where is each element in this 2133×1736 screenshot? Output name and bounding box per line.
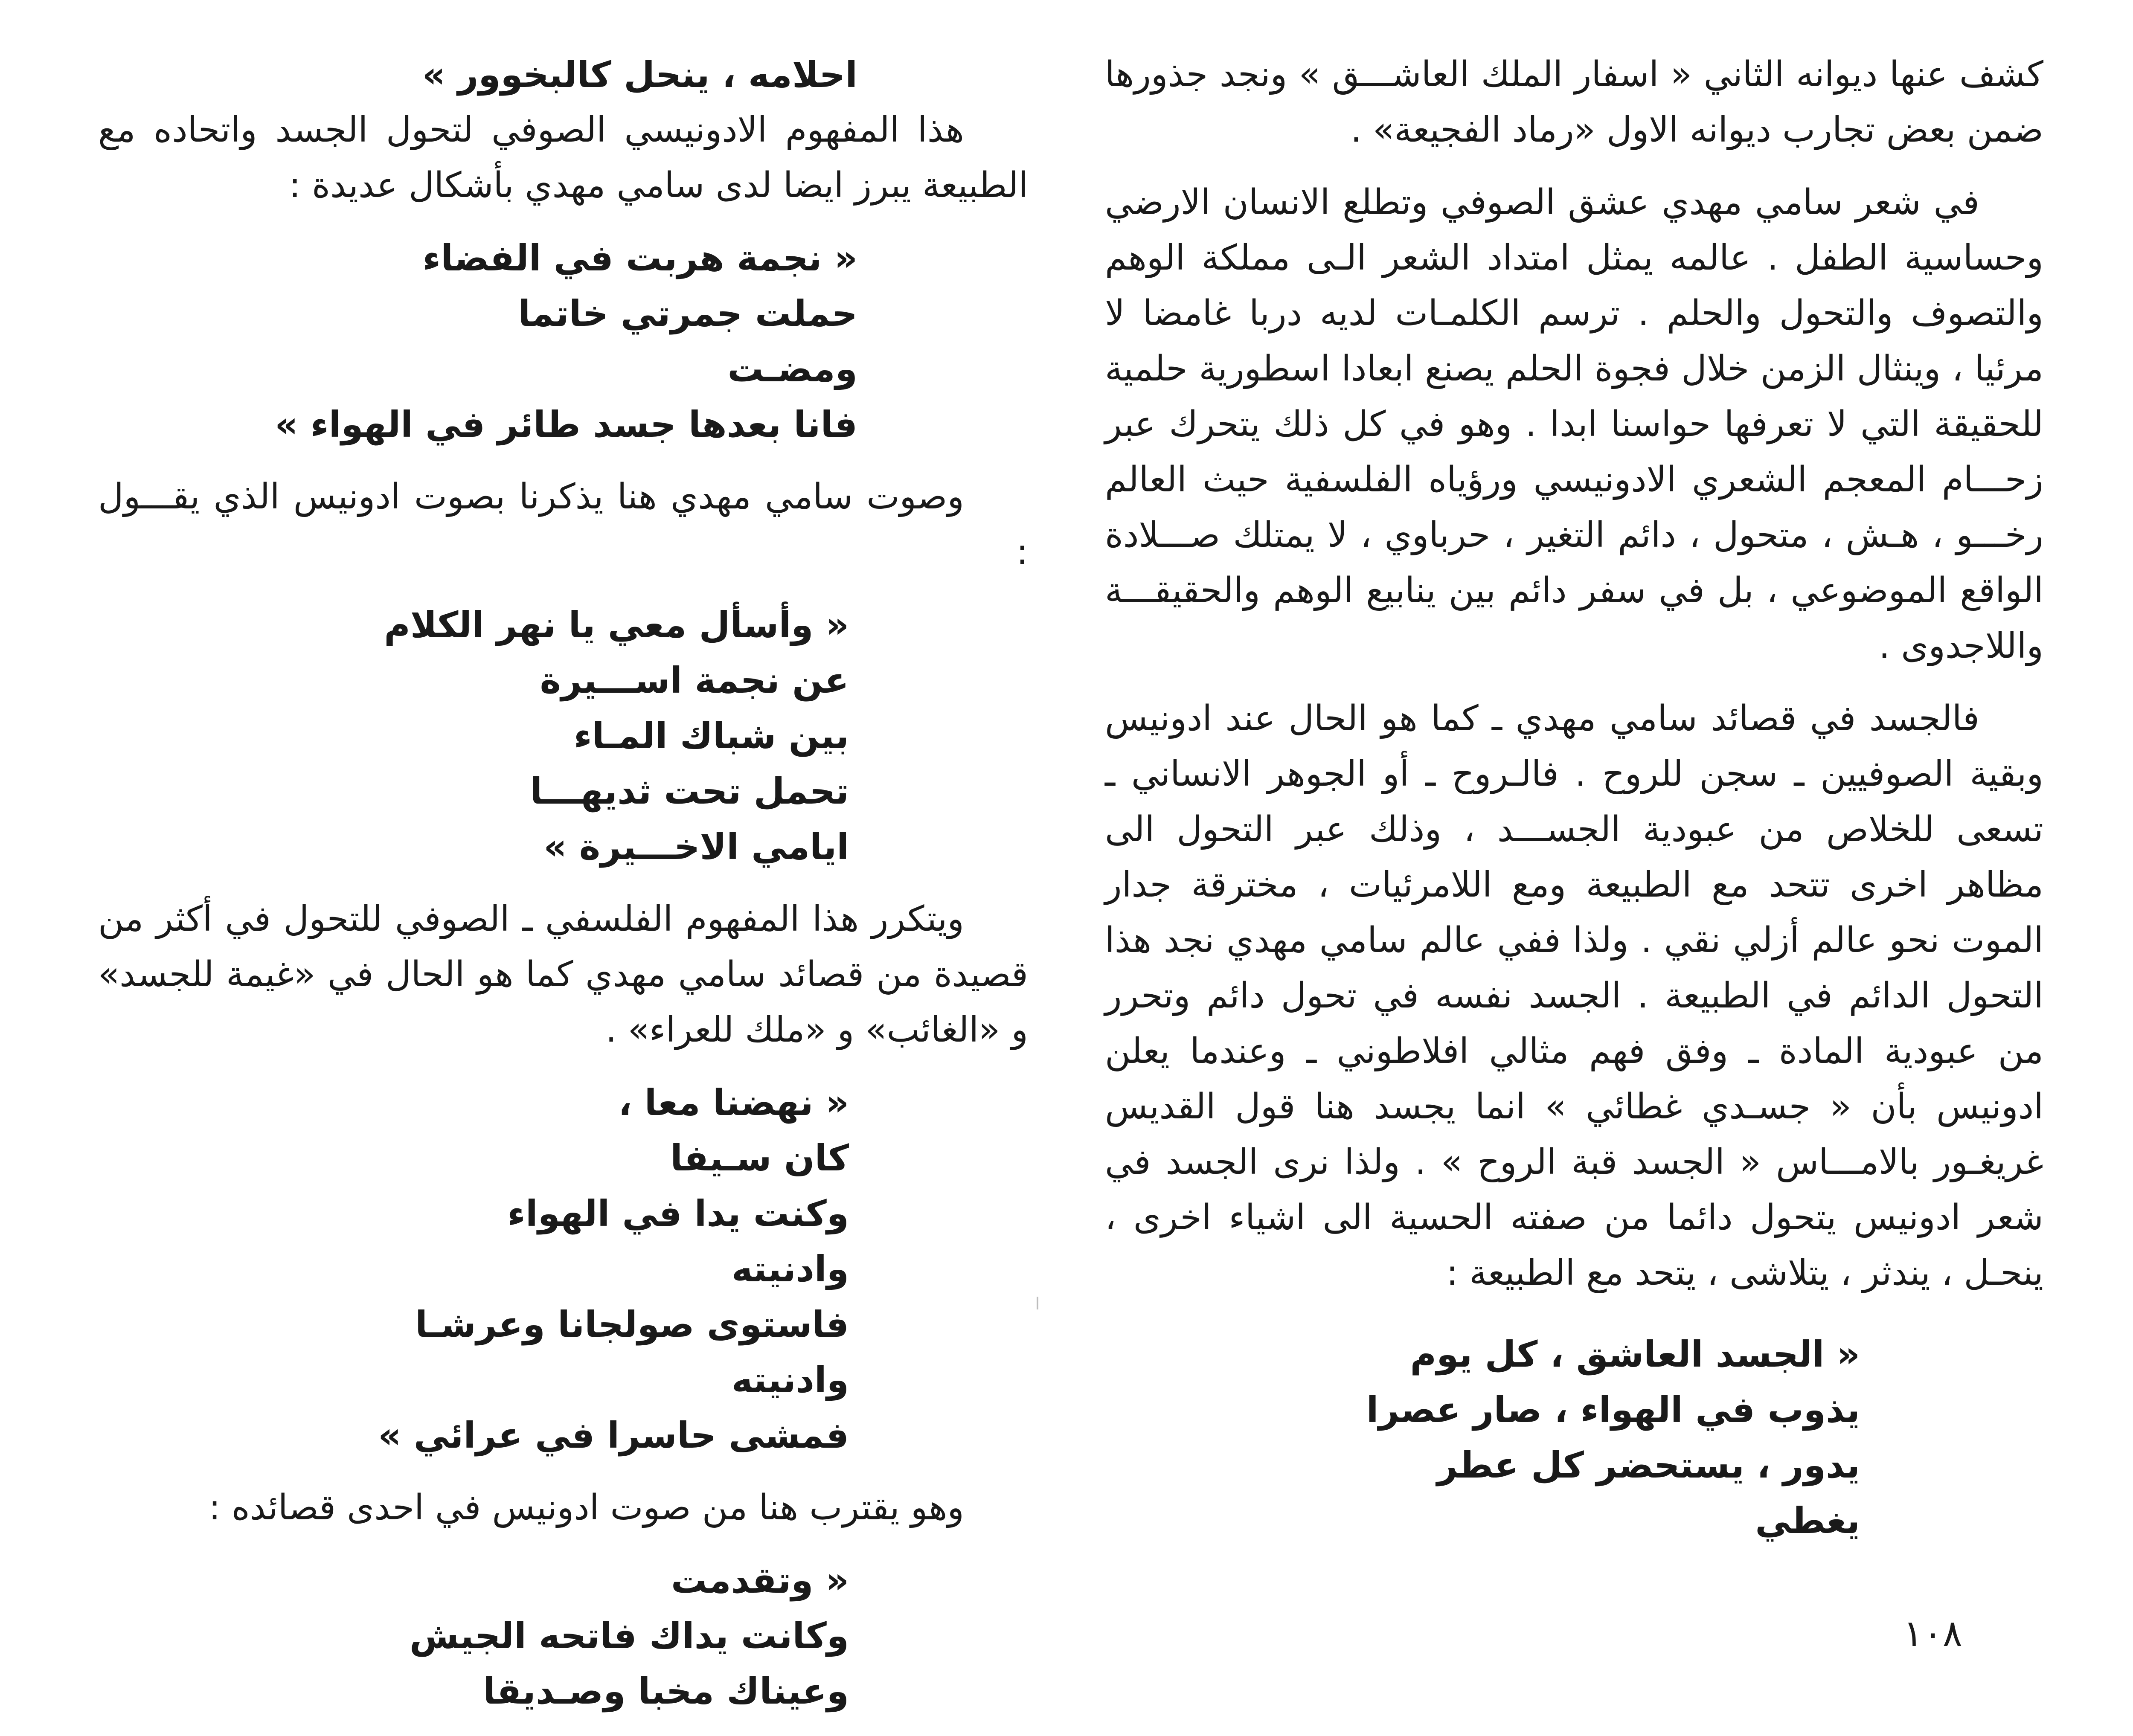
paragraph: هذا المفهوم الادونيسي الصوفي لتحول الجسد واتحاده مع الطبيعة يبرز ايضا لدى سامي مهدي بأشكال عديدة : — [98, 110, 1028, 206]
verse-line: ومضـت — [727, 348, 857, 390]
verse-line: « الجسد العاشق ، كل يوم — [1410, 1333, 1860, 1375]
verse-block — [98, 47, 1028, 102]
verse-line: فمشى حاسرا في عرائي » — [378, 1414, 849, 1456]
verse-line: حملت جمرتي خاتما — [518, 293, 857, 334]
verse-line: يذوب في الهواء ، صار عصرا — [1366, 1389, 1860, 1431]
right-column — [1105, 47, 2043, 1565]
verse-line: وادنيته — [731, 1248, 849, 1290]
verse-line: فاستوى صولجانا وعرشـا — [415, 1303, 849, 1345]
verse-line: ايامي الاخـــيرة » — [543, 826, 849, 868]
verse-line: يدور ، يستحضر كل عطر — [1437, 1444, 1860, 1486]
paragraph: وهو يقترب هنا من صوت ادونيس في احدى قصائده : — [209, 1487, 964, 1528]
verse-line: فانا بعدها جسد طائر في الهواء » — [275, 404, 857, 445]
verse-block — [98, 1553, 1028, 1719]
verse-line: « وتقدمت — [671, 1559, 849, 1601]
verse-line: « وأسأل معي يا نهر الكلام — [384, 604, 849, 646]
verse-line: احلامه ، ينحل كالبخوور » — [422, 54, 857, 96]
verse-line: « نجمة هربت في الفضاء — [422, 237, 857, 279]
verse-line: بين شباك المـاء — [573, 715, 849, 757]
verse-line: وعيناك مخبا وصـديقا — [483, 1670, 849, 1712]
verse-block — [98, 1075, 1028, 1463]
paragraph: ويتكرر هذا المفهوم الفلسفي ـ الصوفي للتحول في أكثر من قصيدة من قصائد سامي مهدي كما هو الحال في «غيمة للجسد» و «الغائب» و «ملك للعراء» . — [98, 899, 1028, 1050]
verse-line: يغطي — [1755, 1500, 1860, 1541]
verse-block — [98, 597, 1028, 874]
page-number: ١٠٨ — [1903, 1612, 1962, 1655]
verse-line: وكانت يداك فاتحه الجيش — [409, 1615, 849, 1657]
verse-line: « نهضنا معا ، — [618, 1082, 849, 1123]
verse-block — [98, 230, 1028, 452]
verse-block — [1105, 1327, 2043, 1548]
verse-line: عن نجمة اســـيرة — [540, 659, 849, 701]
paragraph: فالجسد في قصائد سامي مهدي ـ كما هو الحال عند ادونيس وبقية الصوفيين ـ سجن للروح . فالـروح ـ أو الجوهر الانساني ـ تسعى للخلاص من عبودية الجســـد ، وذلك عبر التحول الى مظاهر اخرى تتحد مع الطبيعة ومع اللامرئيات ، مخترقة جدار الموت نحو عالم أزلي نقي . ولذا ففي عالم سامي مهدي نجد هذا التحول الدائم في الطبيعة . الجسد نفسه في تحول دائم وتحرر من عبودية المادة ـ وفق فهم مثالي افلاطوني ـ وعندما يعلن ادونيس بأن « جسـدي غطائي » انما يجسد هنا قول القديس غريغـور بالامـــاس « الجسد قبة الروح » . ولذا نرى الجسد في شعر ادونيس يتحول دائما من صفته الحسية الى اشياء اخرى ، ينحـل ، يندثر ، يتلاشى ، يتحد مع الطبيعة : — [1105, 698, 2043, 1293]
column-divider-mark — [1037, 1297, 1038, 1309]
paragraph: وصوت سامي مهدي هنا يذكرنا بصوت ادونيس الذي يقـــول : — [98, 476, 1028, 572]
paragraph: في شعر سامي مهدي عشق الصوفي وتطلع الانسان الارضي وحساسية الطفل . عالمه يمثل امتداد الشعر الـى مملكة الوهم والتصوف والتحول والحلم . ترسم الكلمـات لديه دربا غامضا لا مرئيا ، وينثال الزمن خلال فجوة الحلم يصنع ابعادا اسطورية حلمية للحقيقة التي لا تعرفها حواسنا ابدا . وهو في كل ذلك يتحرك عبر زحـــام المعجم الشعري الادونيسي ورؤياه الفلسفية حيث العالم رخـــو ، هـش ، متحول ، دائم التغير ، حرباوي ، لا يمتلك صـــلادة الواقع الموضوعي ، بل في سفر دائم بين ينابيع الوهم والحقيقـــة واللاجدوى . — [1105, 182, 2043, 666]
verse-line: كان سـيفا — [670, 1137, 849, 1179]
verse-line: تحمل تحت ثديهـــا — [530, 770, 849, 812]
verse-line: وكنت يدا في الهواء — [507, 1193, 849, 1234]
left-column — [98, 47, 1028, 1736]
verse-line: وادنيته — [731, 1359, 849, 1401]
paragraph: كشف عنها ديوانه الثاني « اسفار الملك العاشـــق » ونجد جذورها ضمن بعض تجارب ديوانه الاول «رماد الفجيعة» . — [1105, 54, 2043, 150]
